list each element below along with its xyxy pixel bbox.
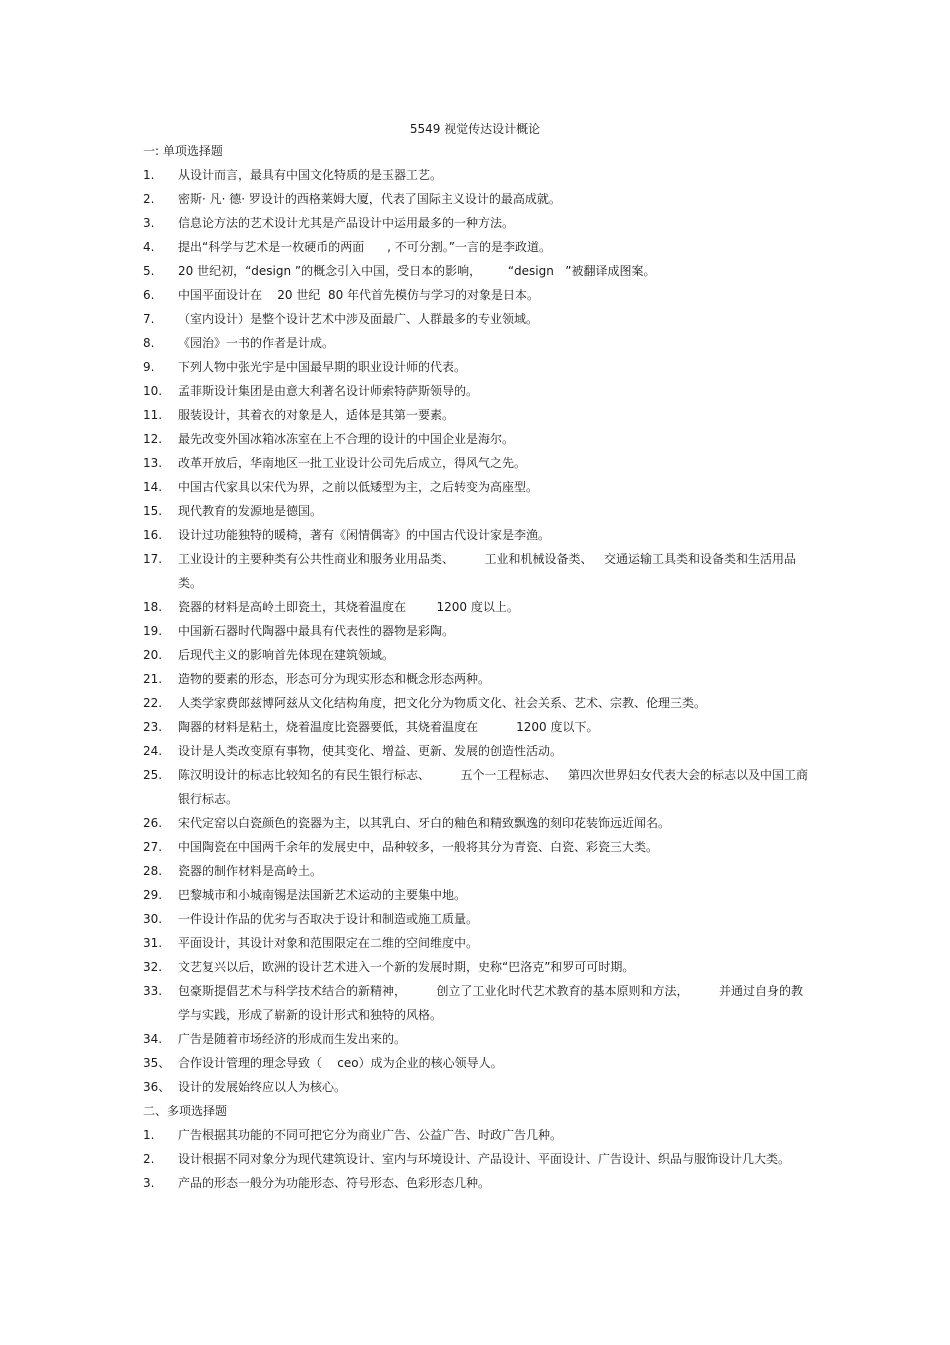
list-item bbox=[143, 839, 813, 855]
list-item bbox=[143, 959, 813, 975]
item-number: 9. bbox=[143, 360, 155, 374]
list-item bbox=[143, 983, 813, 1023]
item-text: 陶器的材料是粘土，烧着温度比瓷器要低，其烧着温度在 1200 度以下。 bbox=[178, 720, 599, 734]
item-text: 造物的要素的形态，形态可分为现实形态和概念形态两种。 bbox=[178, 672, 491, 686]
item-text: 设计过功能独特的暖椅，著有《闲情偶寄》的中国古代设计家是李渔。 bbox=[178, 528, 551, 542]
item-number: 35、 bbox=[143, 1056, 171, 1070]
item-text: 工业设计的主要种类有公共性商业和服务业用品类、 工业和机械设备类、 交通运输工具类和设备类和生活用品类。 bbox=[178, 552, 796, 590]
list-item bbox=[143, 263, 813, 279]
item-number: 23. bbox=[143, 720, 163, 734]
item-text: 陈汉明设计的标志比较知名的有民生银行标志、 五个一工程标志、 第四次世界妇女代表大会的标志以及中国工商银行标志。 bbox=[178, 768, 808, 806]
item-text: 中国陶瓷在中国两千余年的发展史中，品种较多，一般将其分为青瓷、白瓷、彩瓷三大类。 bbox=[178, 840, 659, 854]
item-text: 瓷器的制作材料是高岭土。 bbox=[178, 864, 323, 878]
item-text: 密斯· 凡· 德· 罗设计的西格莱姆大厦，代表了国际主义设计的最高成就。 bbox=[178, 192, 561, 206]
item-number: 25. bbox=[143, 768, 163, 782]
item-number: 20. bbox=[143, 648, 163, 662]
item-number: 3. bbox=[143, 1176, 155, 1190]
item-number: 21. bbox=[143, 672, 163, 686]
item-number: 2. bbox=[143, 1152, 155, 1166]
list-item bbox=[143, 1031, 813, 1047]
item-text: 中国平面设计在 20 世纪 80 年代首先模仿与学习的对象是日本。 bbox=[178, 288, 540, 302]
item-number: 36、 bbox=[143, 1080, 171, 1094]
list-item bbox=[143, 671, 813, 687]
list-item bbox=[143, 191, 813, 207]
list-item bbox=[143, 887, 813, 903]
item-text: 合作设计管理的理念导致（ ceo）成为企业的核心领导人。 bbox=[178, 1056, 503, 1070]
item-text: 设计是人类改变原有事物，使其变化、增益、更新、发展的创造性活动。 bbox=[178, 744, 563, 758]
list-item bbox=[143, 503, 813, 519]
item-number: 17. bbox=[143, 552, 163, 566]
item-number: 18. bbox=[143, 600, 163, 614]
item-number: 5. bbox=[143, 264, 155, 278]
list-item bbox=[143, 1175, 813, 1191]
list-item bbox=[143, 167, 813, 183]
item-text: 平面设计，其设计对象和范围限定在二维的空间维度中。 bbox=[178, 936, 479, 950]
list-item bbox=[143, 623, 813, 639]
item-number: 32. bbox=[143, 960, 163, 974]
item-number: 31. bbox=[143, 936, 163, 950]
item-number: 29. bbox=[143, 888, 163, 902]
item-number: 8. bbox=[143, 336, 155, 350]
item-number: 22. bbox=[143, 696, 163, 710]
item-text: （室内设计）是整个设计艺术中涉及面最广、人群最多的专业领域。 bbox=[178, 312, 539, 326]
item-text: 孟菲斯设计集团是由意大利著名设计师索特萨斯领导的。 bbox=[178, 384, 479, 398]
list-item bbox=[143, 599, 813, 615]
item-number: 15. bbox=[143, 504, 163, 518]
list-item bbox=[143, 527, 813, 543]
item-text: 设计的发展始终应以人为核心。 bbox=[178, 1080, 347, 1094]
item-number: 27. bbox=[143, 840, 163, 854]
list-item bbox=[143, 287, 813, 303]
item-text: 设计根据不同对象分为现代建筑设计、室内与环境设计、产品设计、平面设计、广告设计、织品与服饰设计几大类。 bbox=[178, 1152, 791, 1166]
multiple-choice-list bbox=[143, 1127, 813, 1191]
list-item bbox=[143, 911, 813, 927]
item-number: 26. bbox=[143, 816, 163, 830]
list-item bbox=[143, 479, 813, 495]
list-item bbox=[143, 1055, 813, 1071]
item-text: 改革开放后，华南地区一批工业设计公司先后成立，得风气之先。 bbox=[178, 456, 527, 470]
item-text: 人类学家费郎兹博阿兹从文化结构角度，把文化分为物质文化、社会关系、艺术、宗教、伦理三类。 bbox=[178, 696, 707, 710]
section-heading-single-choice: 一: 单项选择题 bbox=[143, 144, 223, 158]
list-item bbox=[143, 239, 813, 255]
item-number: 1. bbox=[143, 168, 155, 182]
list-item bbox=[143, 719, 813, 735]
section-heading-multiple-choice: 二、多项选择题 bbox=[143, 1104, 228, 1118]
item-number: 2. bbox=[143, 192, 155, 206]
item-text: 巴黎城市和小城南锡是法国新艺术运动的主要集中地。 bbox=[178, 888, 467, 902]
list-item bbox=[143, 767, 813, 807]
item-text: 后现代主义的影响首先体现在建筑领域。 bbox=[178, 648, 395, 662]
item-number: 10. bbox=[143, 384, 163, 398]
item-text: 中国古代家具以宋代为界，之前以低矮型为主，之后转变为高座型。 bbox=[178, 480, 539, 494]
list-item bbox=[143, 335, 813, 351]
list-item bbox=[143, 455, 813, 471]
list-item bbox=[143, 1127, 813, 1143]
item-text: 20 世纪初，“design ”的概念引入中国，受日本的影响， “design ”被翻译成图案。 bbox=[178, 264, 656, 278]
list-item bbox=[143, 743, 813, 759]
item-text: 提出“科学与艺术是一枚硬币的两面 , 不可分割。”一言的是李政道。 bbox=[178, 240, 551, 254]
item-number: 24. bbox=[143, 744, 163, 758]
list-item bbox=[143, 407, 813, 423]
item-text: 下列人物中张光宇是中国最早期的职业设计师的代表。 bbox=[178, 360, 467, 374]
item-text: 最先改变外国冰箱冰冻室在上不合理的设计的中国企业是海尔。 bbox=[178, 432, 515, 446]
item-text: 服装设计，其着衣的对象是人，适体是其第一要素。 bbox=[178, 408, 455, 422]
list-item bbox=[143, 551, 813, 591]
item-number: 4. bbox=[143, 240, 155, 254]
list-item bbox=[143, 383, 813, 399]
item-text: 瓷器的材料是高岭土即瓷土，其烧着温度在 1200 度以上。 bbox=[178, 600, 519, 614]
item-number: 13. bbox=[143, 456, 163, 470]
item-text: 广告根据其功能的不同可把它分为商业广告、公益广告、时政广告几种。 bbox=[178, 1128, 563, 1142]
item-number: 19. bbox=[143, 624, 163, 638]
item-text: 产品的形态一般分为功能形态、符号形态、色彩形态几种。 bbox=[178, 1176, 491, 1190]
item-number: 28. bbox=[143, 864, 163, 878]
item-number: 11. bbox=[143, 408, 163, 422]
single-choice-list bbox=[143, 167, 813, 1095]
item-number: 1. bbox=[143, 1128, 155, 1142]
item-number: 14. bbox=[143, 480, 163, 494]
item-text: 包豪斯提倡艺术与科学技术结合的新精神， 创立了工业化时代艺术教育的基本原则和方法， 并通过自身的教学与实践，形成了崭新的设计形式和独特的风格。 bbox=[178, 984, 804, 1022]
list-item bbox=[143, 1079, 813, 1095]
list-item bbox=[143, 311, 813, 327]
item-text: 从设计而言，最具有中国文化特质的是玉器工艺。 bbox=[178, 168, 443, 182]
list-item bbox=[143, 647, 813, 663]
list-item bbox=[143, 431, 813, 447]
item-number: 7. bbox=[143, 312, 155, 326]
document-title: 5549 视觉传达设计概论 bbox=[409, 122, 541, 136]
item-text: 文艺复兴以后，欧洲的设计艺术进入一个新的发展时期，史称“巴洛克”和罗可可时期。 bbox=[178, 960, 635, 974]
item-number: 33. bbox=[143, 984, 163, 998]
item-number: 16. bbox=[143, 528, 163, 542]
list-item bbox=[143, 359, 813, 375]
item-text: 一件设计作品的优劣与否取决于设计和制造或施工质量。 bbox=[178, 912, 479, 926]
item-text: 宋代定窑以白瓷颜色的瓷器为主，以其乳白、牙白的釉色和精致飘逸的刻印花装饰远近闻名。 bbox=[178, 816, 671, 830]
item-text: 中国新石器时代陶器中最具有代表性的器物是彩陶。 bbox=[178, 624, 455, 638]
list-item bbox=[143, 863, 813, 879]
document-body bbox=[143, 143, 813, 1199]
list-item bbox=[143, 1151, 813, 1167]
item-text: 现代教育的发源地是德国。 bbox=[178, 504, 323, 518]
list-item bbox=[143, 935, 813, 951]
item-number: 34. bbox=[143, 1032, 163, 1046]
item-number: 6. bbox=[143, 288, 155, 302]
item-text: 信息论方法的艺术设计尤其是产品设计中运用最多的一种方法。 bbox=[178, 216, 515, 230]
item-number: 3. bbox=[143, 216, 155, 230]
item-text: 《园治》一书的作者是计成。 bbox=[178, 336, 335, 350]
list-item bbox=[143, 215, 813, 231]
item-number: 30. bbox=[143, 912, 163, 926]
list-item bbox=[143, 815, 813, 831]
list-item bbox=[143, 695, 813, 711]
item-number: 12. bbox=[143, 432, 163, 446]
item-text: 广告是随着市场经济的形成而生发出来的。 bbox=[178, 1032, 407, 1046]
